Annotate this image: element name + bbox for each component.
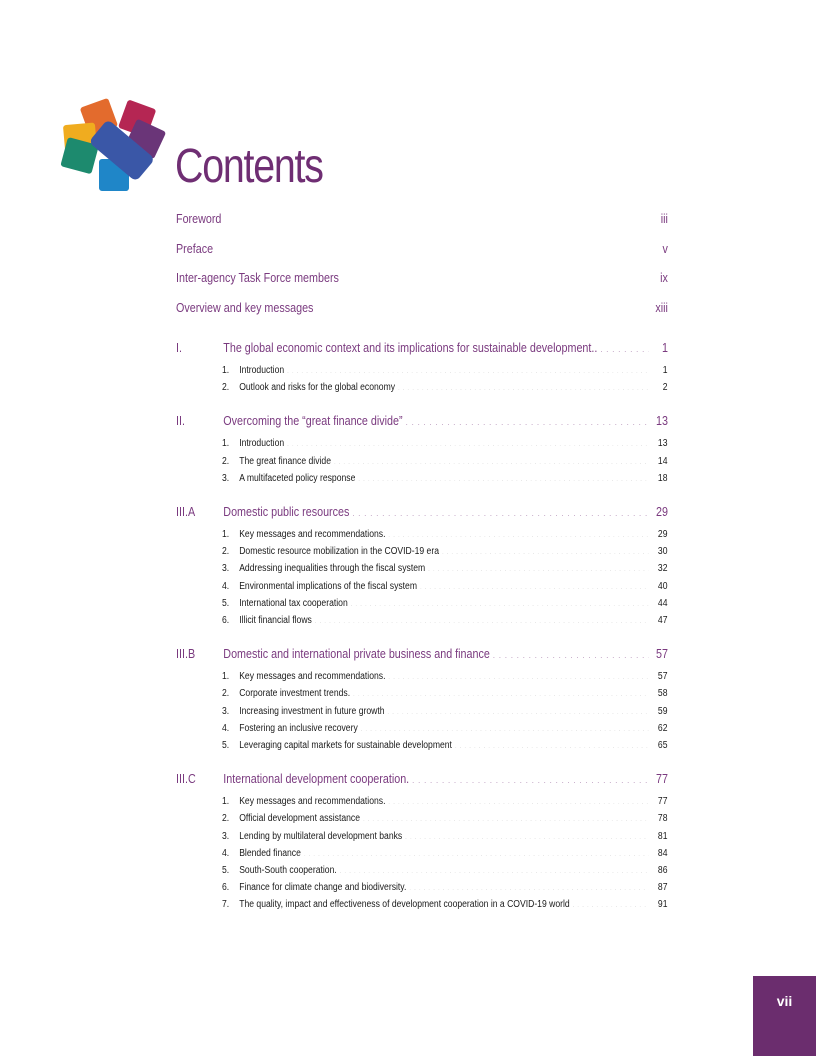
section-number: 5. [222, 865, 230, 877]
section-title: Increasing investment in future growth [239, 703, 387, 720]
dot-leader [409, 880, 649, 890]
section-list [222, 668, 668, 754]
dot-leader [316, 299, 648, 312]
section-entry[interactable] [222, 526, 667, 543]
chapter-entry[interactable] [176, 503, 668, 521]
toc-entry[interactable] [176, 205, 668, 235]
section-list [222, 362, 668, 396]
section-entry[interactable] [222, 668, 667, 685]
section-number: 2. [222, 546, 230, 558]
chapter-title: Domestic and international private business and finance [223, 645, 492, 663]
section-title: A multifaceted policy response [239, 470, 358, 487]
section-page: 62 [649, 720, 668, 737]
section-entry[interactable] [222, 612, 667, 629]
section-row [239, 703, 667, 720]
toc-entry-label: Foreword [176, 205, 224, 235]
chapter-title: Overcoming the “great finance divide” [223, 412, 405, 430]
section-number: 2. [222, 813, 230, 825]
section-row [239, 612, 667, 629]
section-entry[interactable] [222, 845, 667, 862]
section-entry[interactable] [222, 435, 667, 452]
section-row [239, 453, 667, 470]
section-row [239, 845, 667, 862]
dot-leader [360, 721, 648, 731]
section-page: 30 [649, 543, 668, 560]
section-entry[interactable] [222, 879, 667, 896]
section-page: 65 [649, 737, 668, 754]
section-number: 2. [222, 455, 230, 467]
section-row [239, 862, 667, 879]
section-entry[interactable] [222, 810, 667, 827]
section-page: 91 [649, 896, 668, 913]
petal-logo-icon [58, 92, 168, 202]
section-number: 2. [222, 688, 230, 700]
section-number: 2. [222, 382, 230, 394]
section-number: 1. [222, 365, 230, 376]
section-row [239, 737, 667, 754]
chapter-block [176, 645, 668, 754]
chapter-number: I. [176, 341, 182, 355]
dot-leader [428, 561, 649, 571]
toc-entry-page: iii [649, 205, 668, 235]
section-number: 6. [222, 615, 230, 627]
dot-leader [216, 240, 649, 253]
section-title: Key messages and recommendations. [239, 793, 388, 810]
dot-leader [455, 738, 649, 748]
section-title: Official development assistance [239, 810, 362, 827]
section-title: Finance for climate change and biodiversity. [239, 879, 409, 896]
section-page: 81 [649, 828, 668, 845]
chapter-row [223, 770, 668, 788]
section-entry[interactable] [222, 862, 667, 879]
chapter-block [176, 339, 668, 396]
section-entry[interactable] [222, 737, 667, 754]
section-number: 3. [222, 705, 230, 717]
section-row [239, 470, 667, 487]
chapter-title: The global economic context and its implications for sustainable development.. [223, 339, 600, 357]
toc-entry-label: Overview and key messages [176, 294, 316, 324]
section-number: 1. [222, 796, 230, 808]
section-entry[interactable] [222, 560, 667, 577]
section-row [239, 578, 667, 595]
section-list [222, 526, 668, 629]
section-row [239, 720, 667, 737]
section-number: 3. [222, 472, 230, 484]
chapter-number: III.A [176, 505, 196, 520]
section-entry[interactable] [222, 793, 667, 810]
section-title: Environmental implications of the fiscal system [239, 578, 419, 595]
section-row [239, 685, 667, 702]
chapter-number: III.C [176, 772, 196, 787]
chapter-entry[interactable] [176, 412, 668, 430]
chapter-title: International development cooperation. [223, 770, 411, 788]
section-page: 2 [649, 379, 668, 396]
section-title: The quality, impact and effectiveness of development cooperation in a COVID-19 world [239, 896, 572, 913]
dot-leader [420, 579, 649, 589]
section-page: 40 [649, 578, 668, 595]
section-title: Lending by multilateral development banks [239, 828, 405, 845]
section-row [239, 362, 667, 379]
section-row [239, 379, 667, 396]
section-title: Blended finance [239, 845, 303, 862]
page-number-box [753, 976, 816, 1056]
section-number: 1. [222, 671, 230, 683]
section-page: 47 [649, 612, 668, 629]
dot-leader [363, 811, 649, 821]
chapter-number: III.B [176, 647, 196, 662]
section-title: Introduction [239, 435, 287, 452]
section-list [222, 793, 668, 913]
chapter-block [176, 412, 668, 487]
section-entry[interactable] [222, 379, 667, 396]
dot-leader [353, 686, 649, 696]
section-title: International tax cooperation [239, 595, 350, 612]
section-entry[interactable] [222, 896, 667, 913]
dot-leader [352, 504, 649, 517]
section-page: 57 [649, 668, 668, 685]
page-number: vii [776, 993, 793, 1009]
section-number: 6. [222, 882, 230, 894]
page-title: Contents [175, 140, 323, 193]
section-number: 7. [222, 899, 230, 911]
dot-leader [412, 771, 649, 784]
section-page: 77 [649, 793, 668, 810]
table-of-contents [176, 205, 668, 914]
front-matter [176, 205, 668, 323]
dot-leader [303, 846, 648, 856]
section-title: Outlook and risks for the global economy [239, 379, 397, 396]
section-title: Key messages and recommendations. [239, 668, 388, 685]
dot-leader [350, 596, 648, 606]
section-entry[interactable] [222, 543, 667, 560]
section-entry[interactable] [222, 595, 667, 612]
chapter-row [223, 503, 668, 521]
chapter-entry[interactable] [176, 339, 668, 357]
section-title: Illicit financial flows [239, 612, 314, 629]
section-page: 1 [649, 362, 668, 379]
section-page: 84 [649, 845, 668, 862]
section-row [239, 595, 667, 612]
section-title: Leveraging capital markets for sustainable development [239, 737, 454, 754]
section-page: 87 [649, 879, 668, 896]
section-row [239, 668, 667, 685]
section-row [239, 560, 667, 577]
section-number: 4. [222, 722, 230, 734]
section-row [239, 828, 667, 845]
dot-leader [314, 613, 648, 623]
chapter-page: 57 [649, 645, 668, 663]
section-page: 18 [649, 470, 668, 487]
section-title: Fostering an inclusive recovery [239, 720, 360, 737]
section-page: 59 [649, 703, 668, 720]
section-number: 4. [222, 847, 230, 859]
dot-leader [287, 363, 649, 373]
section-title: The great finance divide [239, 453, 333, 470]
toc-entry-label: Preface [176, 235, 216, 265]
toc-entry[interactable] [176, 294, 668, 324]
section-number: 1. [222, 438, 230, 450]
section-entry[interactable] [222, 703, 667, 720]
chapter-page: 1 [649, 339, 668, 357]
dot-leader [358, 471, 649, 481]
dot-leader [334, 454, 649, 464]
section-number: 5. [222, 740, 230, 752]
section-title: Key messages and recommendations. [239, 526, 388, 543]
section-page: 14 [649, 453, 668, 470]
toc-entry[interactable] [176, 264, 668, 294]
dot-leader [341, 270, 649, 283]
section-page: 44 [649, 595, 668, 612]
chapter-row [223, 339, 668, 357]
toc-entry[interactable] [176, 235, 668, 265]
dot-leader [492, 646, 649, 659]
section-row [239, 896, 667, 913]
dot-leader [224, 211, 649, 224]
dot-leader [600, 340, 649, 353]
section-row [239, 810, 667, 827]
section-number: 3. [222, 830, 230, 842]
dot-leader [405, 413, 649, 426]
section-number: 3. [222, 563, 230, 575]
chapter-page: 29 [649, 503, 668, 521]
section-entry[interactable] [222, 720, 667, 737]
dot-leader [388, 794, 648, 804]
toc-entry-page: ix [649, 264, 668, 294]
section-list [222, 435, 668, 487]
chapter-page: 77 [649, 770, 668, 788]
section-row [239, 793, 667, 810]
section-title: Addressing inequalities through the fiscal system [239, 560, 428, 577]
section-number: 1. [222, 529, 230, 541]
toc-entry-page: v [649, 235, 668, 265]
section-title: South-South cooperation. [239, 862, 339, 879]
section-entry[interactable] [222, 578, 667, 595]
chapter-number: II. [176, 414, 185, 429]
section-page: 13 [649, 435, 668, 452]
dot-leader [572, 897, 648, 907]
section-page: 32 [649, 560, 668, 577]
section-title: Introduction [239, 362, 287, 379]
section-entry[interactable] [222, 362, 667, 379]
dot-leader [287, 436, 649, 446]
section-title: Domestic resource mobilization in the COVID-19 era [239, 543, 441, 560]
chapter-page: 13 [649, 412, 668, 430]
section-entry[interactable] [222, 470, 667, 487]
dot-leader [442, 544, 649, 554]
chapter-row [223, 645, 668, 663]
section-entry[interactable] [222, 685, 667, 702]
chapter-title: Domestic public resources [223, 503, 352, 521]
section-number: 5. [222, 597, 230, 609]
section-title: Corporate investment trends. [239, 685, 352, 702]
section-page: 29 [649, 526, 668, 543]
section-row [239, 879, 667, 896]
section-row [239, 526, 667, 543]
chapter-entry[interactable] [176, 645, 668, 663]
chapter-block [176, 503, 668, 629]
section-page: 78 [649, 810, 668, 827]
chapter-row [223, 412, 668, 430]
dot-leader [388, 527, 648, 537]
dot-leader [398, 380, 649, 390]
chapter-entry[interactable] [176, 770, 668, 788]
dot-leader [387, 704, 648, 714]
section-number: 4. [222, 580, 230, 592]
section-row [239, 435, 667, 452]
section-page: 58 [649, 685, 668, 702]
section-entry[interactable] [222, 453, 667, 470]
section-entry[interactable] [222, 828, 667, 845]
dot-leader [405, 829, 649, 839]
toc-entry-label: Inter-agency Task Force members [176, 264, 341, 294]
dot-leader [388, 669, 648, 679]
toc-entry-page: xiii [648, 294, 667, 324]
chapter-block [176, 770, 668, 913]
section-row [239, 543, 667, 560]
dot-leader [339, 863, 648, 873]
chapter-list [176, 339, 668, 914]
section-page: 86 [649, 862, 668, 879]
